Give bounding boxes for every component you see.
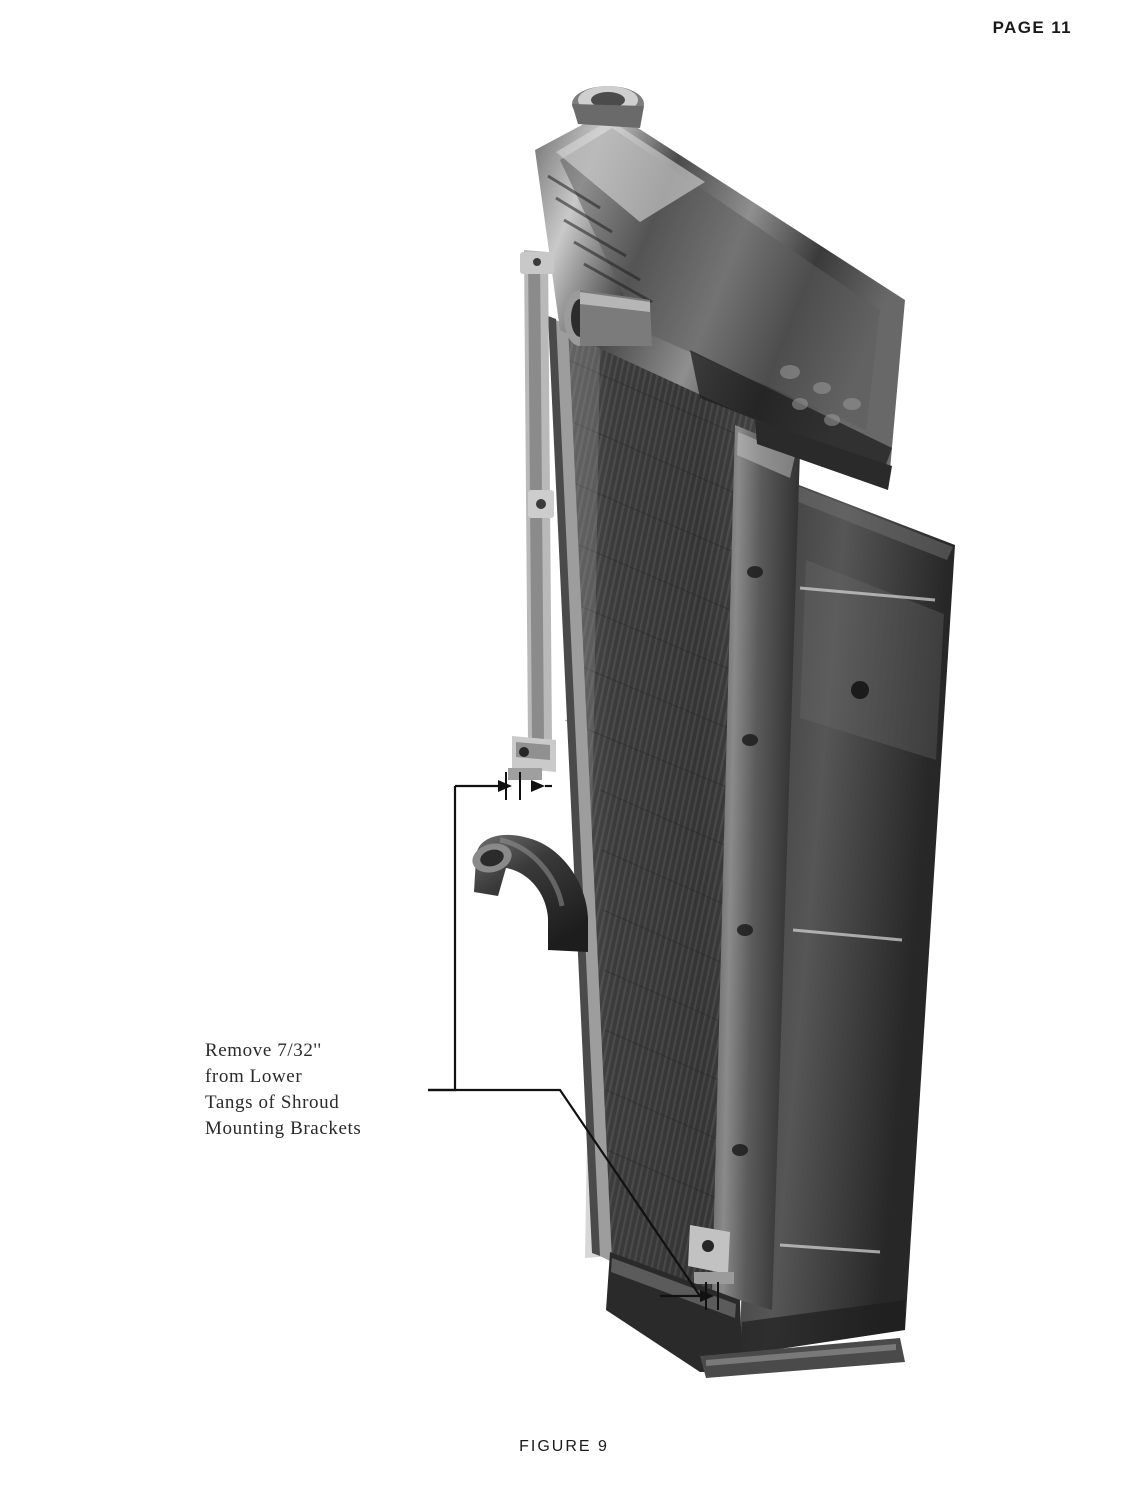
radiator-far-side <box>740 470 955 1355</box>
callout-line-4: Mounting Brackets <box>205 1118 362 1139</box>
callout-line-3: Tangs of Shroud <box>205 1092 340 1113</box>
radiator-upper-tank <box>535 110 905 490</box>
radiator-side-rail <box>712 425 800 1310</box>
shroud-bracket-strip <box>520 250 554 744</box>
lower-shroud-mounting-bracket <box>688 1225 734 1284</box>
radiator-inlet-pipe <box>564 290 652 346</box>
callout-line-1: Remove 7/32'' <box>205 1040 322 1061</box>
page-number-label: PAGE 11 <box>992 18 1072 37</box>
radiator-left-edge <box>548 316 612 1262</box>
figure-caption: FIGURE 9 <box>519 1438 609 1455</box>
radiator-lower-tank <box>606 1252 905 1378</box>
radiator-outlet-hose <box>469 835 588 952</box>
upper-shroud-mounting-bracket <box>508 736 556 780</box>
radiator-filler-cap <box>572 86 644 128</box>
shroud-flange <box>780 455 955 1332</box>
callout-text-block <box>205 1038 455 1142</box>
callout-leader-lines <box>428 772 718 1310</box>
callout-line-2: from Lower <box>205 1066 303 1087</box>
radiator-core <box>565 330 760 1300</box>
